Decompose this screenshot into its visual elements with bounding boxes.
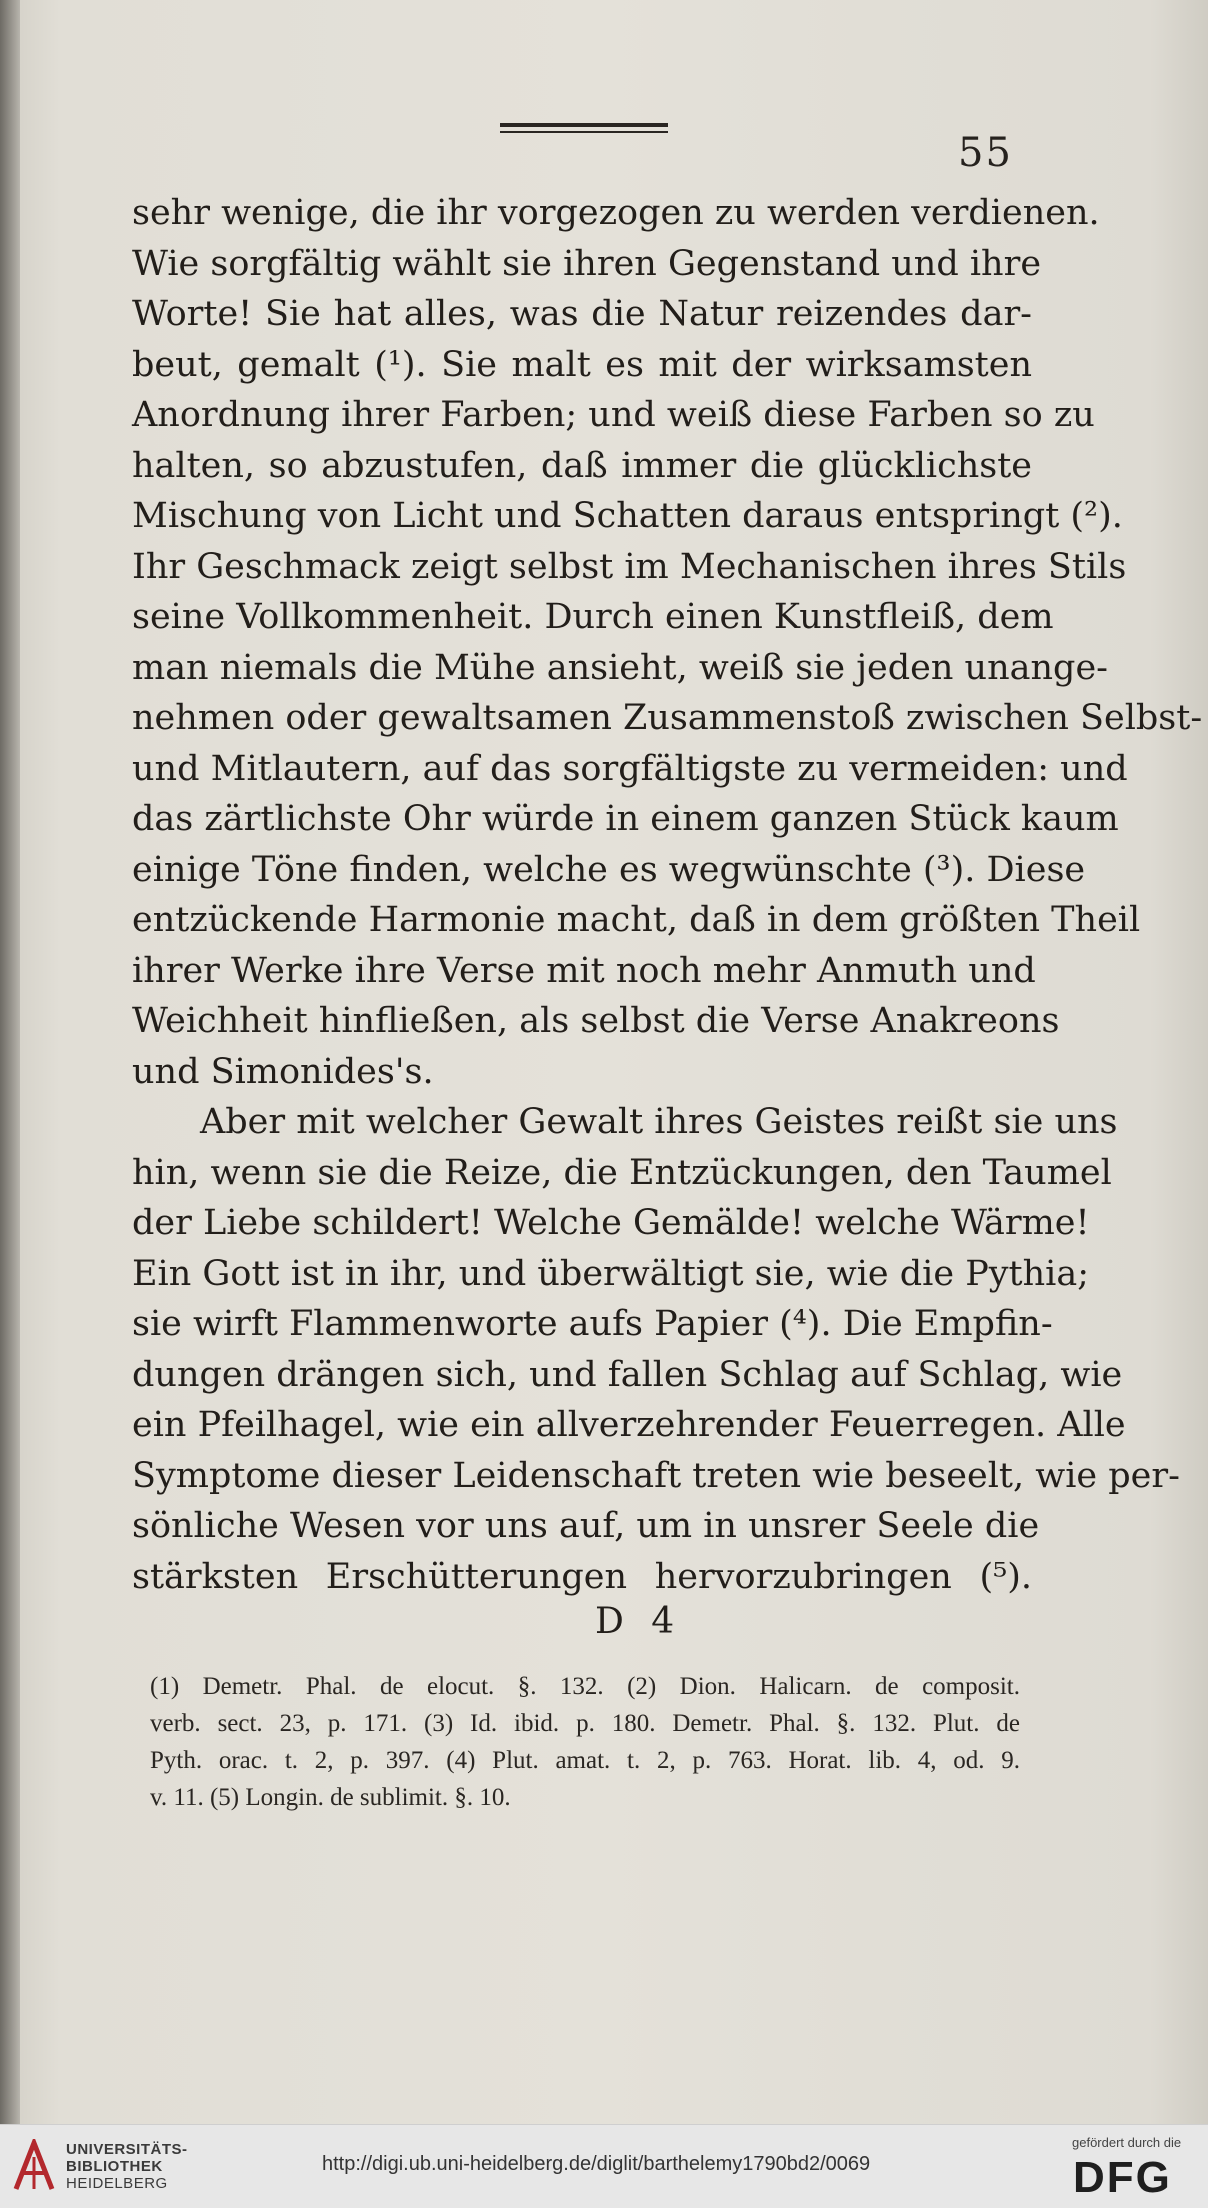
footnote-line: Pyth. orac. t. 2, p. 397. (4) Plut. amat. t. 2, p. 763. Horat. lib. 4, od. 9. xyxy=(150,1747,1020,1774)
university-library-logo-icon xyxy=(12,2139,56,2193)
text-line: man niemals die Mühe ansieht, weiß sie jeden unange- xyxy=(132,647,1108,688)
text-line: Ein Gott ist in ihr, und überwältigt sie, wie die Pythia; xyxy=(132,1253,1089,1294)
library-name[interactable] xyxy=(66,2141,188,2192)
library-name-line: BIBLIOTHEK xyxy=(66,2158,163,2175)
printer-signature: D 4 xyxy=(595,1601,683,1642)
text-line: sehr wenige, die ihr vorgezogen zu werden verdienen. xyxy=(132,193,1100,233)
text-line: sie wirft Flammenworte aufs Papier (⁴). Die Empfin- xyxy=(132,1304,1053,1344)
text-line: hin, wenn sie die Reize, die Entzückungen, den Taumel xyxy=(132,1152,1112,1193)
text-line: beut, gemalt (¹). Sie malt es mit der wirksamsten xyxy=(132,344,1032,385)
library-name-line: HEIDELBERG xyxy=(66,2175,168,2192)
text-line: ihrer Werke ihre Verse mit noch mehr Anmuth und xyxy=(132,950,1036,991)
footnote-line: verb. sect. 23, p. 171. (3) Id. ibid. p. 180. Demetr. Phal. §. 132. Plut. de xyxy=(150,1710,1020,1737)
text-line: seine Vollkommenheit. Durch einen Kunstfleiß, dem xyxy=(132,597,1054,637)
text-line: entzückende Harmonie macht, daß in dem größten Theil xyxy=(132,900,1141,940)
text-line: einige Töne finden, welche es wegwünschte (³). Diese xyxy=(132,849,1086,890)
footnotes xyxy=(150,1668,1020,1816)
permalink-url[interactable]: http://digi.ub.uni-heidelberg.de/diglit/barthelemy1790bd2/0069 xyxy=(322,2153,871,2175)
text-line: Wie sorgfältig wählt sie ihren Gegenstand und ihre xyxy=(132,243,1042,284)
text-line: Weichheit hinfließen, als selbst die Verse Anakreons xyxy=(132,1001,1060,1041)
text-line: Ihr Geschmack zeigt selbst im Mechanischen ihres Stils xyxy=(132,546,1127,587)
book-spine-shadow xyxy=(0,0,20,2124)
text-line: nehmen oder gewaltsamen Zusammenstoß zwischen Selbst- xyxy=(132,698,1203,738)
text-line: und Mitlautern, auf das sorgfältigste zu vermeiden: und xyxy=(132,748,1128,789)
text-line: Anordnung ihrer Farben; und weiß diese Farben so zu xyxy=(132,395,1095,435)
footnote-line: v. 11. (5) Longin. de sublimit. §. 10. xyxy=(150,1784,511,1811)
text-line: das zärtlichste Ohr würde in einem ganzen Stück kaum xyxy=(132,799,1119,839)
text-line: Mischung von Licht und Schatten daraus entspringt (²). xyxy=(132,496,1123,536)
dfg-logo[interactable]: DFG xyxy=(1073,2153,1172,2202)
text-line: dungen drängen sich, und fallen Schlag auf Schlag, wie xyxy=(132,1354,1123,1395)
text-line: stärksten Erschütterungen hervorzubringen (⁵). xyxy=(132,1556,1032,1597)
text-line: sönliche Wesen vor uns auf, um in unsrer Seele die xyxy=(132,1506,1040,1546)
page-number: 55 xyxy=(958,130,1013,176)
text-line: ein Pfeilhagel, wie ein allverzehrender Feuerregen. Alle xyxy=(132,1405,1126,1445)
text-line: der Liebe schildert! Welche Gemälde! welche Wärme! xyxy=(132,1203,1090,1243)
text-line: und Simonides's. xyxy=(132,1051,434,1092)
footnote-line: (1) Demetr. Phal. de elocut. §. 132. (2) Dion. Halicarn. de composit. xyxy=(150,1673,1020,1700)
library-name-line: UNIVERSITÄTS- xyxy=(66,2141,188,2158)
body-text xyxy=(132,188,1203,1602)
text-line: Symptome dieser Leidenschaft treten wie beseelt, wie per- xyxy=(132,1455,1180,1496)
text-line: Worte! Sie hat alles, was die Natur reizendes dar- xyxy=(132,294,1032,334)
viewer-footer xyxy=(0,2124,1208,2208)
text-line: halten, so abzustufen, daß immer die glücklichste xyxy=(132,445,1032,486)
header-rule-bottom xyxy=(500,131,668,133)
paragraph-start-line: Aber mit welcher Gewalt ihres Geistes reißt sie uns xyxy=(200,1102,1118,1142)
sponsor-caption: gefördert durch die xyxy=(1072,2135,1182,2150)
header-rule-top xyxy=(500,123,668,127)
